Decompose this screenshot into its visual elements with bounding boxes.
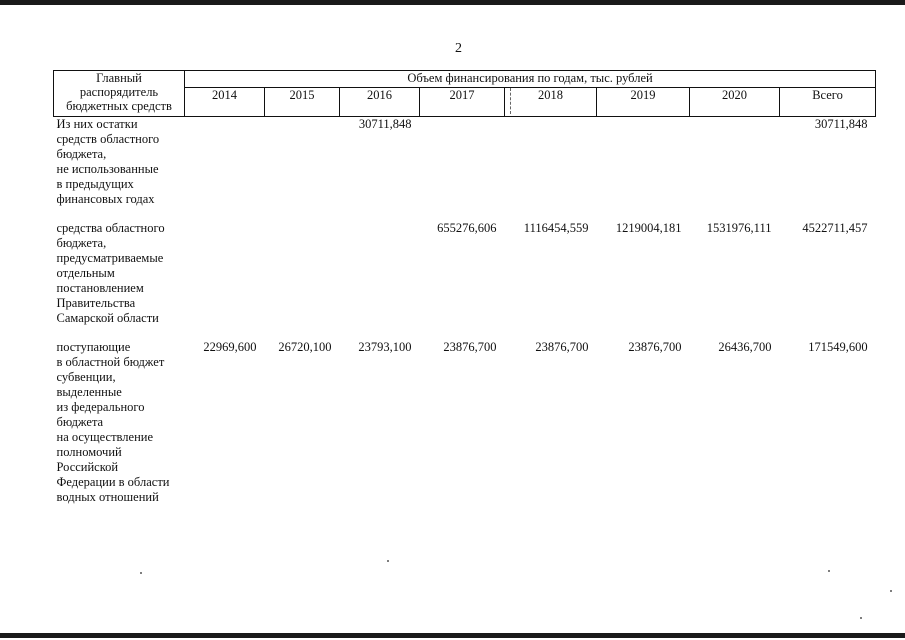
row-label: Из них остатки средств областного бюджета, не использованные в предыдущих финансовых годах	[56, 117, 160, 206]
value-2017	[420, 117, 505, 208]
scan-speck	[890, 590, 892, 592]
scan-edge-bottom	[0, 633, 905, 638]
scan-artifact-dashed-line	[510, 88, 511, 114]
header-year-2014: 2014	[185, 88, 265, 117]
value-2016: 30711,848	[358, 117, 412, 131]
value-total: 4522711,457	[802, 221, 868, 235]
financing-table-wrapper	[53, 70, 875, 505]
value-2016	[340, 221, 420, 326]
value-2017: 23876,700	[443, 340, 497, 354]
value-2014: 22969,600	[203, 340, 257, 354]
value-2018	[505, 117, 597, 208]
header-year-2019: 2019	[597, 88, 690, 117]
value-2015	[265, 221, 340, 326]
header-budget-holder: Главный распорядитель бюджетных средств	[54, 71, 185, 117]
table-row	[54, 221, 876, 326]
scan-speck	[860, 617, 862, 619]
value-2016: 23793,100	[358, 340, 412, 354]
value-2020	[690, 117, 780, 208]
scan-speck	[387, 560, 389, 562]
header-year-2016: 2016	[340, 88, 420, 117]
header-year-2017: 2017	[420, 88, 505, 117]
value-total: 30711,848	[814, 117, 868, 131]
value-2019: 23876,700	[628, 340, 682, 354]
header-total: Всего	[780, 88, 876, 117]
value-total: 171549,600	[808, 340, 868, 354]
value-2015	[265, 117, 340, 208]
page-number: 2	[455, 41, 462, 56]
row-label: поступающие в областной бюджет субвенции, выделенные из федерального бюджета на осуществление полномочий Российской Федерации в области водных отношений	[56, 340, 170, 504]
value-2018: 23876,700	[535, 340, 589, 354]
table-row	[54, 117, 876, 208]
value-2019: 1219004,181	[615, 221, 682, 235]
financing-table	[53, 70, 876, 505]
scan-edge-top	[0, 0, 905, 5]
scan-speck	[828, 570, 830, 572]
header-year-2015: 2015	[265, 88, 340, 117]
value-2020: 1531976,111	[706, 221, 772, 235]
value-2015: 26720,100	[278, 340, 332, 354]
scan-speck	[140, 572, 142, 574]
value-2020: 26436,700	[718, 340, 772, 354]
value-2014	[185, 117, 265, 208]
header-year-2020: 2020	[690, 88, 780, 117]
header-year-2018: 2018	[505, 88, 597, 117]
value-2014	[185, 221, 265, 326]
value-2018: 1116454,559	[523, 221, 589, 235]
header-financing-group: Объем финансирования по годам, тыс. рублей	[185, 71, 876, 88]
value-2017: 655276,606	[437, 221, 497, 235]
table-row	[54, 340, 876, 505]
value-2019	[597, 117, 690, 208]
row-label: средства областного бюджета, предусматриваемые отдельным постановлением Правительства Самарской области	[56, 221, 165, 325]
